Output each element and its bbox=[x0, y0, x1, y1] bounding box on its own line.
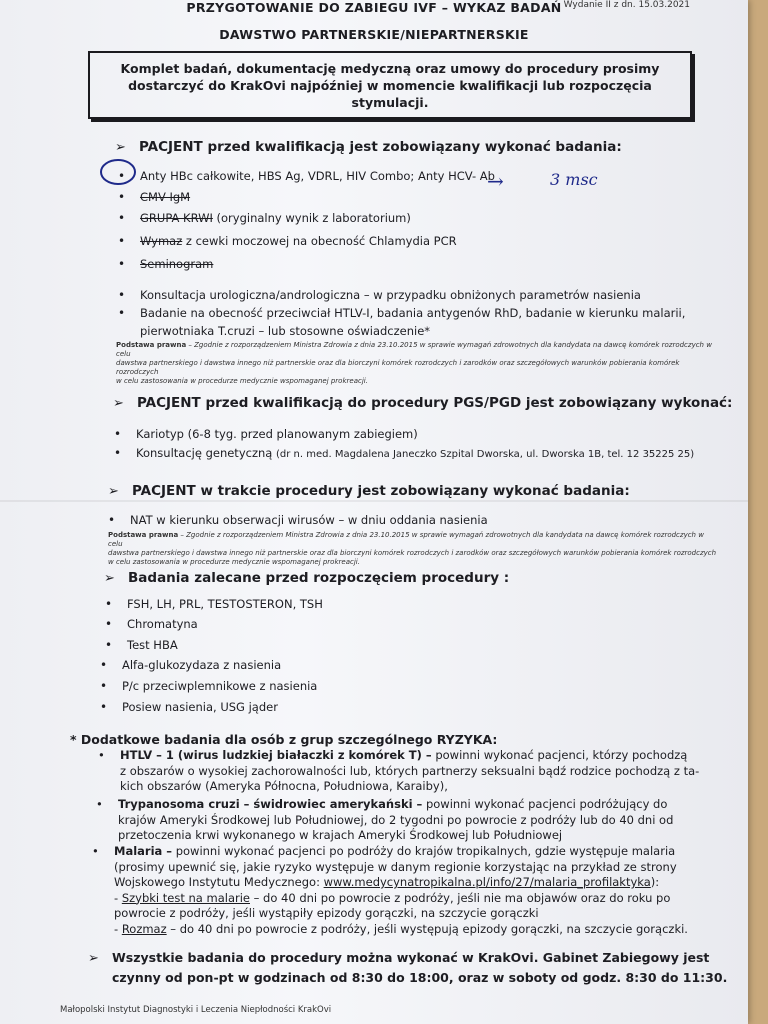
document-title: PRZYGOTOWANIE DO ZABIEGU IVF – WYKAZ BADAŃ bbox=[186, 0, 562, 15]
list-item: • CMV IgM bbox=[118, 190, 191, 204]
risk-item-malaria: • Malaria – powinni wykonać pacjenci po podróży do krajów tropikalnych, gdzie występuje malaria (prosimy upewnić się, jakie ryzyko występuje w danym regionie korzystając na przykład ze strony Wojskowego Instytutu Medycznego: www.medycynatropikalna.pl/info/27/malaria_profilaktyka): - Szybki test na malarie – do 40 dni po powrocie z podróży, jeśli nie ma objawów oraz do roku po powrocie z podróży, jeśli wystąpiły epizody gorączki, na szczycie gorączki - Rozmaz – do 40 dni po powrocie z podróży, jeśli występują epizody gorączki, na szczycie gorączki. bbox=[92, 844, 688, 936]
malaria-info-link[interactable]: www.medycynatropikalna.pl/info/27/malaria_profilaktyka bbox=[323, 875, 651, 889]
handwritten-note: 3 msc bbox=[550, 170, 598, 189]
list-item: • Kariotyp (6-8 tyg. przed planowanym zabiegiem) bbox=[114, 427, 418, 441]
list-item: • Chromatyna bbox=[105, 617, 198, 631]
closing-note: ➢ Wszystkie badania do procedury można wykonać w KrakOvi. Gabinet Zabiegowy jest czynny od pon-pt w godzinach od 8:30 do 18:00, oraz w soboty od godz. 8:30 do 11:30. bbox=[88, 950, 728, 985]
list-item: • Konsultację genetyczną (dr n. med. Magdalena Janeczko Szpital Dworska, ul. Dworska 1B, tel. 12 35225 25) bbox=[114, 446, 695, 460]
legal-basis-note: Podstawa prawna – Zgodnie z rozporządzeniem Ministra Zdrowia z dnia 23.10.2015 w sprawie wymagań zdrowotnych dla kandydata na dawcę komórek rozrodczych w celu dawstwa partnerskiego i dawstwa innego niż partnerskie oraz dla biorczyni komórek rozrodczych i zarodków oraz szczegółowych warunków pobierania komórek rozrodczych w celu zastosowania w procedurze medycznie wspomaganej prokreacji. bbox=[116, 341, 712, 385]
handwritten-arrow: → bbox=[487, 169, 504, 193]
arrow-icon: ➢ bbox=[88, 951, 99, 966]
notice-box bbox=[88, 51, 692, 119]
arrow-icon: ➢ bbox=[113, 396, 124, 411]
edition-label: Wydanie II z dn. 15.03.2021 bbox=[563, 0, 690, 10]
document-subtitle: DAWSTWO PARTNERSKIE/NIEPARTNERSKIE bbox=[219, 27, 529, 42]
list-item: • Wymaz z cewki moczowej na obecność Chlamydia PCR bbox=[118, 234, 457, 248]
list-item: • Alfa-glukozydaza z nasienia bbox=[100, 658, 282, 672]
arrow-icon: ➢ bbox=[108, 484, 119, 499]
section-heading-qualification: ➢ PACJENT przed kwalifikacją jest zobowiązany wykonać badania: bbox=[115, 139, 622, 155]
section-heading-during-procedure: ➢ PACJENT w trakcie procedury jest zobowiązany wykonać badania: bbox=[108, 483, 630, 499]
risk-groups-heading: * Dodatkowe badania dla osób z grup szczególnego RYZYKA: bbox=[70, 732, 498, 747]
list-item: • Badanie na obecność przeciwciał HTLV-I, badania antygenów RhD, badanie w kierunku malarii, bbox=[118, 306, 686, 320]
list-item: • NAT w kierunku obserwacji wirusów – w dniu oddania nasienia bbox=[108, 513, 488, 527]
legal-basis-note: Podstawa prawna – Zgodnie z rozporządzeniem Ministra Zdrowia z dnia 23.10.2015 w sprawie wymagań zdrowotnych dla kandydata na dawcę komórek rozrodczych w celu dawstwa partnerskiego i dawstwa innego niż partnerskie oraz dla biorczyni komórek rozrodczych i zarodków oraz szczegółowych warunków pobierania komórek rozrodczych w celu zastosowania w procedurze medycznie wspomaganej prokreacji. bbox=[108, 531, 717, 566]
list-item: • P/c przeciwplemnikowe z nasienia bbox=[100, 679, 318, 693]
section-heading-recommended: ➢ Badania zalecane przed rozpoczęciem procedury : bbox=[104, 570, 510, 586]
list-item: • Test HBA bbox=[105, 638, 178, 652]
list-item: • Konsultacja urologiczna/andrologiczna – w przypadku obniżonych parametrów nasienia bbox=[118, 288, 641, 302]
section-heading-pgs-pgd: ➢ PACJENT przed kwalifikacją do procedury PGS/PGD jest zobowiązany wykonać: bbox=[113, 395, 733, 411]
risk-item-trypanosoma: • Trypanosoma cruzi – świdrowiec amerykański – powinni wykonać pacjenci podróżujący do krajów Ameryki Środkowej lub Południowej, do 2 tygodni po powrocie z podróży lub do 40 dni od przetoczenia krwi wykonanego w krajach Ameryki Środkowej lub Południowej bbox=[96, 797, 674, 842]
arrow-icon: ➢ bbox=[104, 571, 115, 586]
list-item: • Posiew nasienia, USG jąder bbox=[100, 700, 278, 714]
notice-line-2: dostarczyć do KrakOvi najpóźniej w momencie kwalifikacji lub rozpoczęcia stymulacji. bbox=[128, 77, 652, 110]
list-item-continuation: pierwotniaka T.cruzi – lub stosowne oświadczenie* bbox=[140, 324, 431, 338]
arrow-icon: ➢ bbox=[115, 140, 126, 155]
fold-crease bbox=[0, 500, 748, 502]
list-item: • Anty HBc całkowite, HBS Ag, VDRL, HIV Combo; Anty HCV- Ab bbox=[118, 169, 495, 183]
footer-institute: Małopolski Instytut Diagnostyki i Leczenia Niepłodności KrakOvi bbox=[60, 1005, 332, 1015]
list-item: • FSH, LH, PRL, TESTOSTERON, TSH bbox=[105, 597, 323, 611]
list-item: • GRUPA KRWI (oryginalny wynik z laboratorium) bbox=[118, 211, 411, 225]
risk-item-htlv: • HTLV – 1 (wirus ludzkiej białaczki z komórek T) – powinni wykonać pacjenci, którzy pochodzą z obszarów o wysokiej zachorowalności lub, których partnerzy seksualni bądź rodzice pochodzą z ta- kich obszarów (Ameryka Północna, Południowa, Karaiby), bbox=[98, 748, 700, 793]
notice-line-1: Komplet badań, dokumentację medyczną oraz umowy do procedury prosimy bbox=[120, 60, 660, 76]
list-item: • Seminogram bbox=[118, 257, 214, 271]
